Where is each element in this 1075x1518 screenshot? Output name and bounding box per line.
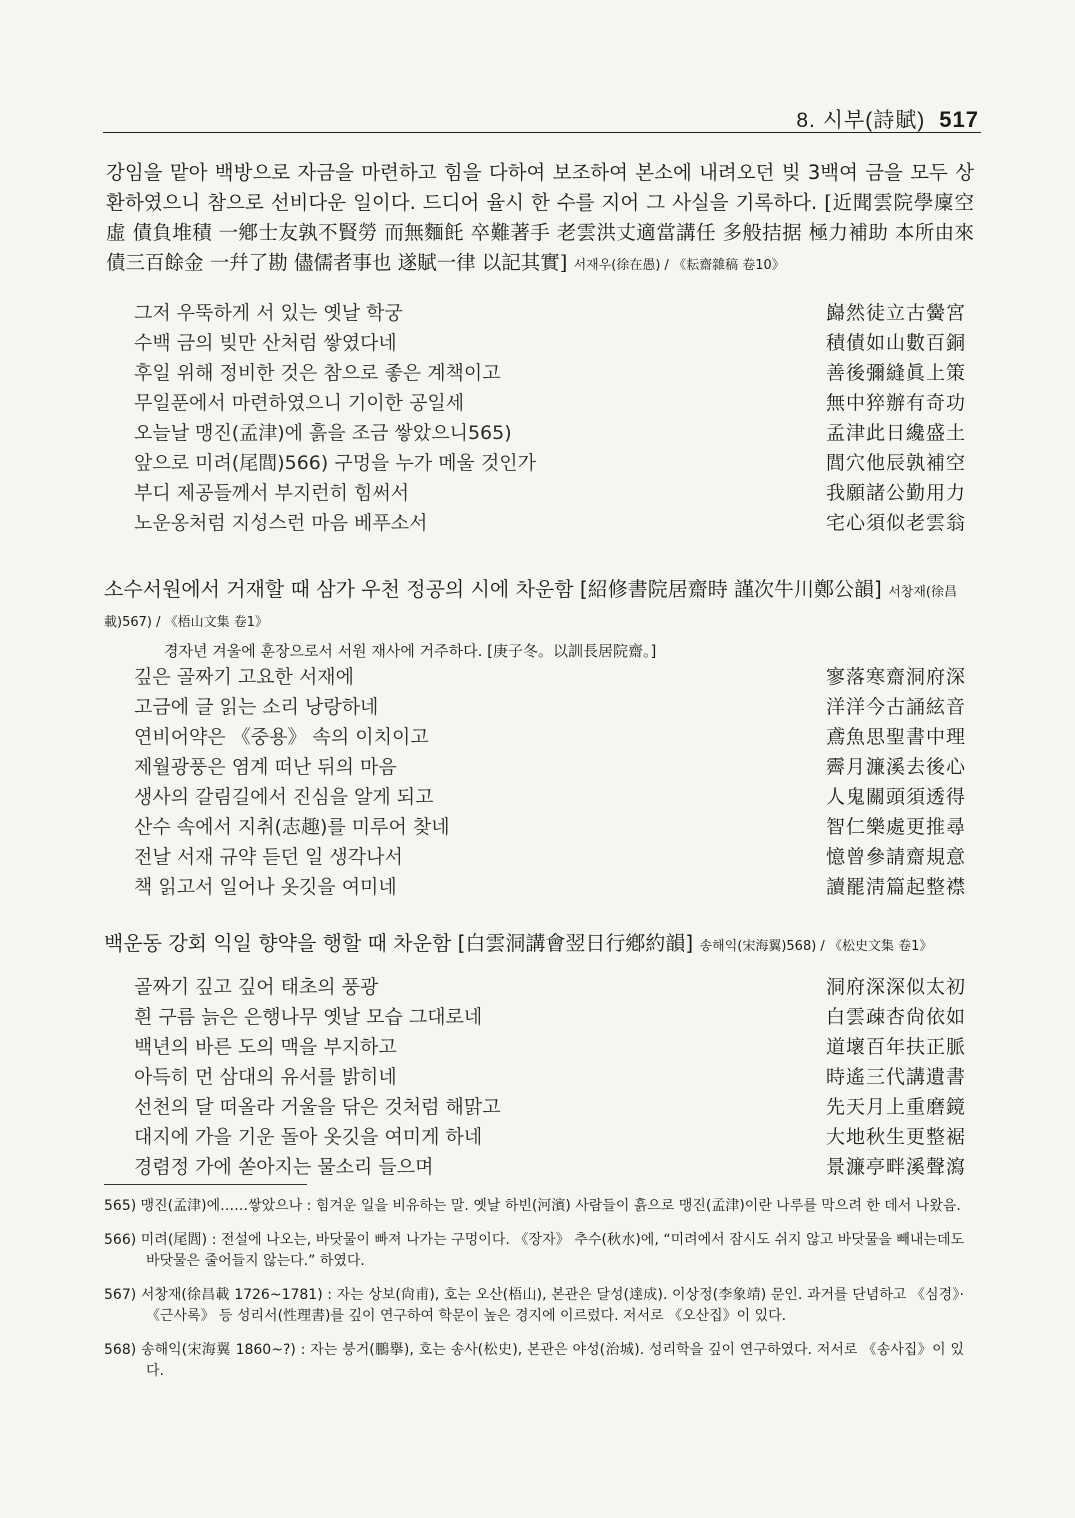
poem-chinese-line: 景濂亭畔溪聲瀉 [825, 1156, 966, 1178]
poem-line [134, 388, 966, 418]
poem-chinese-line: 洋洋今古誦絃音 [825, 696, 966, 718]
poem-line [134, 1152, 966, 1182]
poem-chinese-line: 宅心須似老雲翁 [825, 512, 966, 534]
poem-korean-line: 그저 우뚝하게 서 있는 옛날 학궁 [134, 302, 403, 324]
poem-line [134, 1122, 966, 1152]
poem-chinese-line: 洞府深深似太初 [825, 976, 966, 998]
poem-korean-line: 전날 서재 규약 듣던 일 생각나서 [134, 846, 403, 868]
footnote-566: 566) 미려(尾閭) : 전설에 나오는, 바닷물이 빠져 나가는 구멍이다. 《장자》 추수(秋水)에, “미려에서 잠시도 쉬지 않고 바닷물을 빼내는데도 바닷물은 줄어들지 않는다.” 하였다. [104, 1232, 964, 1269]
poem-chinese-line: 先天月上重磨鏡 [825, 1096, 966, 1118]
poem-line [134, 418, 966, 448]
poem-1 [134, 298, 966, 538]
section-2-title: 소수서원에서 거재할 때 삼가 우천 정공의 시에 차운함 [紹修書院居齋時 謹次牛川鄭公韻] [104, 577, 882, 601]
section-3-author: 송해익(宋海翼)568) / 《松史文集 卷1》 [699, 939, 933, 954]
poem-2 [134, 662, 966, 902]
poem-line [134, 298, 966, 328]
poem-korean-line: 산수 속에서 지취(志趣)를 미루어 찾네 [134, 816, 450, 838]
footnotes [104, 1196, 964, 1395]
poem-line [134, 752, 966, 782]
poem-chinese-line: 智仁樂處更推尋 [825, 816, 966, 838]
poem-chinese-line: 時遙三代講遺書 [825, 1066, 966, 1088]
poem-korean-line: 흰 구름 늙은 은행나무 옛날 모습 그대로네 [134, 1006, 483, 1028]
poem-chinese-line: 人鬼關頭須透得 [825, 786, 966, 808]
poem-chinese-line: 我願諸公勤用力 [825, 482, 966, 504]
poem-korean-line: 경렴정 가에 쏟아지는 물소리 들으며 [134, 1156, 434, 1178]
poem-chinese-line: 讀罷淸篇起整襟 [825, 876, 966, 898]
poem-korean-line: 제월광풍은 염계 떠난 뒤의 마음 [134, 756, 397, 778]
footnote-567: 567) 서창재(徐昌載 1726~1781) : 자는 상보(尙甫), 호는 오산(梧山), 본관은 달성(達成). 이상정(李象靖) 문인. 과거를 단념하고 《심경》·《근사록》 등 성리서(性理書)를 깊이 연구하여 학문이 높은 경지에 이르렀다. 저서로 《오산집》이 있다. [104, 1287, 964, 1324]
poem-chinese-line: 大地秋生更整裾 [825, 1126, 966, 1148]
poem-korean-line: 책 읽고서 일어나 옷깃을 여미네 [134, 876, 397, 898]
poem-korean-line: 대지에 가을 기운 돌아 옷깃을 여미게 하네 [134, 1126, 483, 1148]
poem-line [134, 872, 966, 902]
poem-korean-line: 부디 제공들께서 부지런히 힘써서 [134, 482, 410, 504]
intro-source: 서재우(徐在愚) / 《耘齋雜稿 卷10》 [573, 258, 785, 273]
poem-line [134, 1062, 966, 1092]
poem-line [134, 782, 966, 812]
poem-line [134, 508, 966, 538]
poem-korean-line: 골짜기 깊고 깊어 태초의 풍광 [134, 976, 379, 998]
poem-3 [134, 972, 966, 1182]
section-2-heading [104, 576, 976, 636]
running-head [796, 104, 979, 134]
poem-chinese-line: 道壞百年扶正脈 [825, 1036, 966, 1058]
section-2-author-cont: 載)567) / 《梧山文集 卷1》 [104, 615, 269, 630]
poem-chinese-line: 積債如山數百銅 [825, 332, 966, 354]
poem-line [134, 812, 966, 842]
poem-korean-line: 오늘날 맹진(孟津)에 흙을 조금 쌓았으니565) [134, 422, 512, 444]
section-title: 8. 시부(詩賦) [796, 109, 926, 132]
poem-korean-line: 고금에 글 읽는 소리 낭랑하네 [134, 696, 379, 718]
poem-line [134, 328, 966, 358]
poem-line [134, 448, 966, 478]
poem-line [134, 1002, 966, 1032]
poem-line [134, 478, 966, 508]
poem-chinese-line: 憶曾參請齋規意 [825, 846, 966, 868]
poem-chinese-line: 霽月濂溪去後心 [825, 756, 966, 778]
footnote-568: 568) 송해익(宋海翼 1860~?) : 자는 붕거(鵬擧), 호는 송사(松史), 본관은 야성(治城). 성리학을 깊이 연구하였다. 저서로 《송사집》이 있다. [104, 1342, 964, 1379]
poem-korean-line: 백년의 바른 도의 맥을 부지하고 [134, 1036, 397, 1058]
poem-korean-line: 무일푼에서 마련하였으니 기이한 공일세 [134, 392, 465, 414]
poem-chinese-line: 無中猝辦有奇功 [825, 392, 966, 414]
poem-line [134, 662, 966, 692]
poem-korean-line: 수백 금의 빚만 산처럼 쌓였다네 [134, 332, 397, 354]
poem-chinese-line: 巋然徒立古黌宮 [825, 302, 966, 324]
intro-korean: 강임을 맡아 백방으로 자금을 마련하고 힘을 다하여 보조하여 본소에 내려오던 빚 3백여 금을 모두 상환하였으니 참으로 선비다운 일이다. 드디어 율시 한 수를 지어 그 사실을 기록하다. [106, 161, 974, 214]
intro-paragraph [106, 158, 974, 281]
poem-line [134, 358, 966, 388]
poem-chinese-line: 孟津此日纔盛土 [825, 422, 966, 444]
poem-line [134, 1032, 966, 1062]
intro-hanja: [近聞雲院學廩空虛 債負堆積 一鄕士友孰不賢勞 而無麵飥 卒難著手 老雲洪丈適當講任 多般拮据 極力補助 本所由來債三百餘金 一幷了勘 儘儒者事也 遂賦一律 以記其實] [106, 191, 975, 274]
poem-chinese-line: 善後彌縫眞上策 [825, 362, 966, 384]
poem-korean-line: 연비어약은 《중용》 속의 이치이고 [134, 726, 429, 748]
section-3-heading [104, 930, 976, 960]
poem-korean-line: 생사의 갈림길에서 진심을 알게 되고 [134, 786, 434, 808]
poem-korean-line: 노운옹처럼 지성스런 마음 베푸소서 [134, 512, 428, 534]
poem-chinese-line: 鳶魚思聖書中理 [825, 726, 966, 748]
poem-line [134, 842, 966, 872]
poem-line [134, 1092, 966, 1122]
poem-korean-line: 앞으로 미려(尾閭)566) 구멍을 누가 메울 것인가 [134, 452, 537, 474]
header-rule [103, 132, 981, 133]
footnote-565: 565) 맹진(孟津)에……쌓았으나 : 힘겨운 일을 비유하는 말. 옛날 하빈(河濱) 사람들이 흙으로 맹진(孟津)이란 나루를 막으려 한 데서 나왔음. [104, 1198, 961, 1214]
poem-chinese-line: 寥落寒齋洞府深 [825, 666, 966, 688]
section-2-subtitle: 경자년 겨울에 훈장으로서 서원 재사에 거주하다. [庚子冬。以訓長居院齋。] [164, 642, 657, 660]
page-number: 517 [939, 107, 979, 132]
poem-korean-line: 깊은 골짜기 고요한 서재에 [134, 666, 355, 688]
poem-chinese-line: 白雲疎杏尙依如 [825, 1006, 966, 1028]
poem-korean-line: 선천의 달 떠올라 거울을 닦은 것처럼 해맑고 [134, 1096, 501, 1118]
footnote-rule [104, 1184, 307, 1185]
poem-line [134, 692, 966, 722]
poem-chinese-line: 閭穴他辰孰補空 [825, 452, 966, 474]
poem-korean-line: 후일 위해 정비한 것은 참으로 좋은 계책이고 [134, 362, 501, 384]
section-3-title: 백운동 강회 익일 향약을 행할 때 차운함 [白雲洞講會翌日行鄕約韻] [104, 931, 694, 955]
poem-korean-line: 아득히 먼 삼대의 유서를 밝히네 [134, 1066, 397, 1088]
poem-line [134, 722, 966, 752]
section-2-author: 서창재(徐昌 [888, 585, 957, 600]
poem-line [134, 972, 966, 1002]
